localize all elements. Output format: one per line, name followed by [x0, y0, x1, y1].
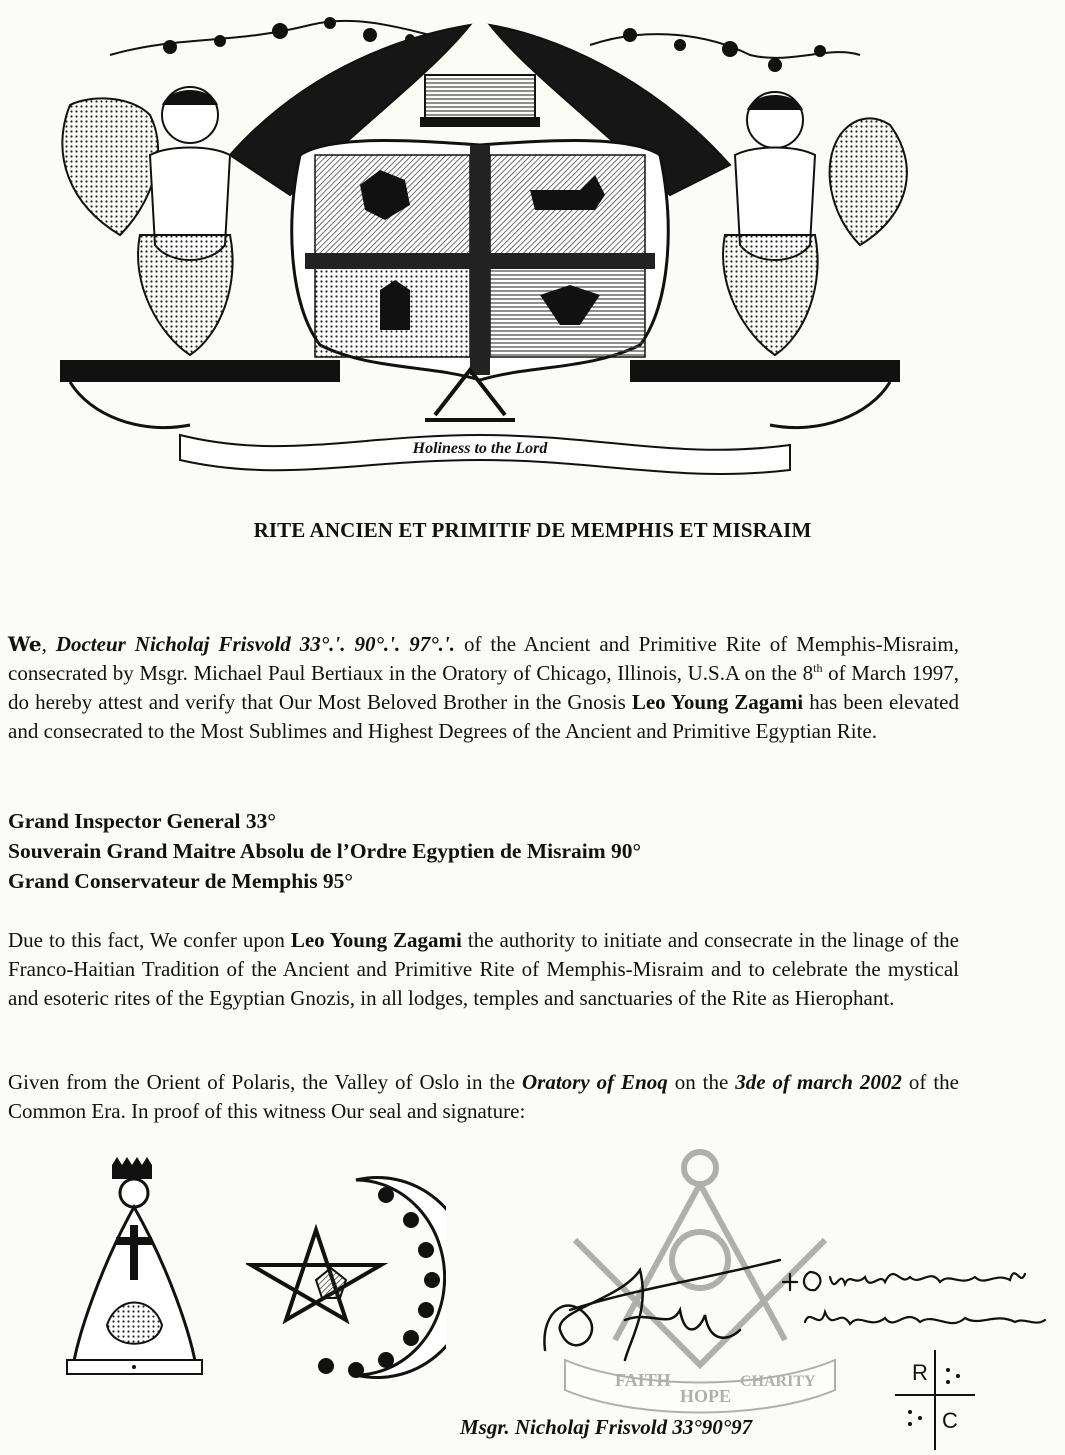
pentagram-crescent-seal-icon: [246, 1170, 446, 1385]
authority-paragraph: Due to this fact, We confer upon Leo Young Zagami the authority to initiate and consecrate in the linage of the Franco-Haitian Tradition of the Ancient and Primitive Rite of Memphis-Misraim and to celebrate the mystical and esoteric rites of the Egyptian Gnozis, in all lodges, temples and sanctuaries of the Rite as Hierophant.: [8, 928, 959, 1010]
charity-text: CHARITY: [740, 1373, 816, 1390]
given-date: 3de of march 2002: [735, 1070, 902, 1094]
handwritten-inscription: [775, 1252, 1055, 1362]
rite-heading: RITE ANCIEN ET PRIMITIF DE MEMPHIS ET MISRAIM: [253, 518, 812, 542]
rose-croix-seal-icon: [62, 1155, 207, 1385]
motto-text: Holiness to the Lord: [412, 440, 548, 457]
degree-item: Grand Inspector General 33°: [8, 809, 276, 833]
signature-caption: Msgr. Nicholaj Frisvold 33°90°97: [460, 1415, 753, 1439]
degree-item: Souverain Grand Maitre Absolu de l’Ordre Egyptien de Misraim 90°: [8, 839, 642, 863]
drop-cap: We: [8, 632, 42, 656]
given-paragraph: Given from the Orient of Polaris, the Valley of Oslo in the Oratory of Enoq on the 3de of march 2002 of the Common Era. In proof of this witness Our seal and signature:: [8, 1070, 959, 1123]
degrees-list: [8, 806, 641, 896]
author-name: Docteur Nicholaj Frisvold 33°.'. 90°.'. 97°.'.: [55, 632, 455, 656]
rose-cross-monogram: [890, 1350, 980, 1450]
rc-c-letter: C: [942, 1408, 958, 1433]
degree-item: Grand Conservateur de Memphis 95°: [8, 869, 354, 893]
coat-of-arms-illustration: [30, 5, 930, 475]
faith-text: FAITH: [615, 1370, 671, 1390]
rc-r-letter: R: [912, 1360, 928, 1385]
handwritten-signature: [530, 1250, 790, 1380]
hope-text: HOPE: [680, 1386, 732, 1406]
recipient-name: Leo Young Zagami: [631, 690, 804, 714]
recipient-name: Leo Young Zagami: [290, 928, 462, 952]
attestation-paragraph: We, Docteur Nicholaj Frisvold 33°.'. 90°.'. 97°.'. of the Ancient and Primitive Rite of Memphis-Misraim, consecrated by Msgr. Michael Paul Bertiaux in the Oratory of Chicago, Illinois, U.S.A on the 8th of March 1997, do hereby attest and verify that Our Most Beloved Brother in the Gnosis Leo Young Zagami has been elevated and consecrated to the Most Sublimes and Highest Degrees of the Ancient and Primitive Egyptian Rite.: [8, 632, 960, 743]
oratory-name: Oratory of Enoq: [522, 1070, 668, 1094]
